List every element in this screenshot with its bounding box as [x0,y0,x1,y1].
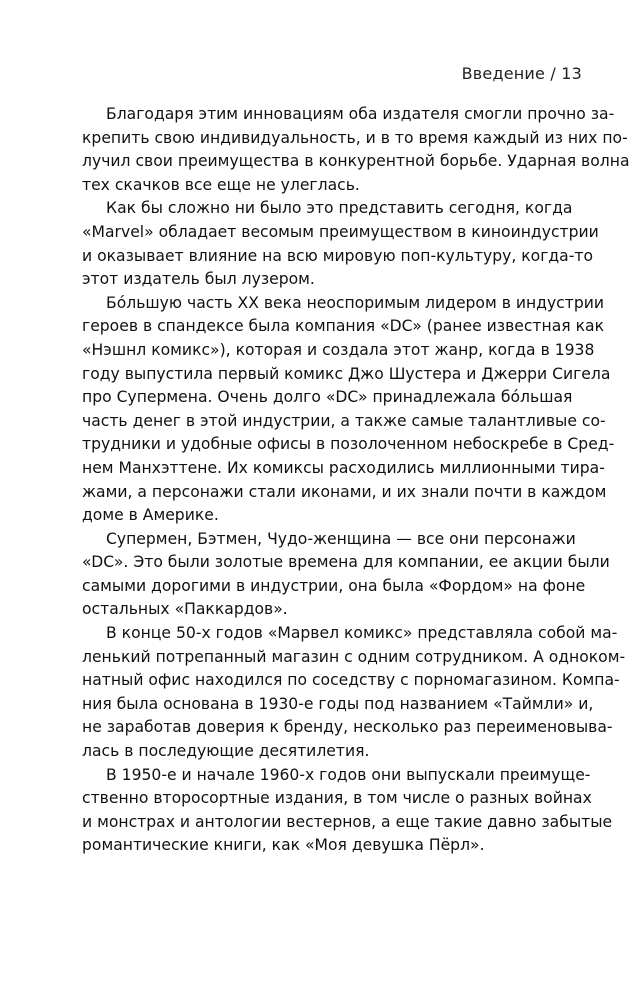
text-line: В 1950-е и начале 1960-х годов они выпускали преимуще- [106,765,591,784]
body-text [82,103,630,858]
text-line: лучил свои преимущества в конкурентной борьбе. Ударная волна [82,152,630,171]
text-line: ленький потрепанный магазин с одним сотрудником. А одноком- [82,647,626,666]
paragraph-3 [82,292,615,528]
text-line: Благодаря этим инновациям оба издателя смогли прочно за- [106,105,615,123]
text-line: трудники и удобные офисы в позолоченном небоскребе в Сред- [82,435,615,454]
paragraph-1 [82,103,630,197]
text-line: году выпустила первый комикс Джо Шустера и Джерри Сигела [82,364,611,383]
text-line: ственно второсортные издания, в том числе о разных войнах [82,789,592,808]
text-line: Бóльшую часть XX века неоспоримым лидером в индустрии [106,293,605,312]
text-line: «DC». Это были золотые времена для компании, ее акции были [82,553,610,572]
text-line: про Супермена. Очень долго «DC» принадлежала бóльшая [82,388,573,407]
text-line: самыми дорогими в индустрии, она была «Фордом» на фоне [82,576,586,595]
text-line: ния была основана в 1930-е годы под названием «Таймли» и, [82,694,594,713]
text-line: тех скачков все еще не улеглась. [82,175,360,194]
text-line: лась в последующие десятилетия. [82,742,370,761]
text-line: героев в спандексе была компания «DC» (ранее известная как [82,317,604,336]
text-line: остальных «Паккардов». [82,600,288,619]
text-line: и оказывает влияние на всю мировую поп-культуру, когда-то [82,246,593,265]
text-line: не заработав доверия к бренду, несколько раз переименовыва- [82,718,613,737]
paragraph-5 [82,622,626,764]
text-line: «Marvel» обладает весомым преимуществом в киноиндустрии [82,222,599,241]
text-line: Супермен, Бэтмен, Чудо-женщина — все они персонажи [106,529,576,548]
text-line: натный офис находился по соседству с порномагазином. Компа- [82,671,620,690]
running-header: Введение / 13 [461,64,582,83]
text-line: и монстрах и антологии вестернов, а еще такие давно забытые [82,812,613,831]
text-line: Как бы сложно ни было это представить сегодня, когда [106,199,573,218]
text-line: часть денег в этой индустрии, а также самые талантливые со- [82,411,606,430]
text-line: «Нэшнл комикс»), которая и создала этот жанр, когда в 1938 [82,340,595,359]
text-line: этот издатель был лузером. [82,270,315,289]
paragraph-6 [82,764,613,858]
paragraph-2 [82,197,599,291]
text-line: нем Манхэттене. Их комиксы расходились миллионными тира- [82,458,605,477]
text-line: жами, а персонажи стали иконами, и их знали почти в каждом [82,482,607,501]
text-line: В конце 50-х годов «Марвел комикс» представляла собой ма- [106,624,618,643]
text-line: крепить свою индивидуальность, и в то время каждый из них по- [82,128,628,147]
text-line: романтические книги, как «Моя девушка Пёрл». [82,836,485,855]
text-line: доме в Америке. [82,506,219,525]
paragraph-4 [82,528,610,622]
